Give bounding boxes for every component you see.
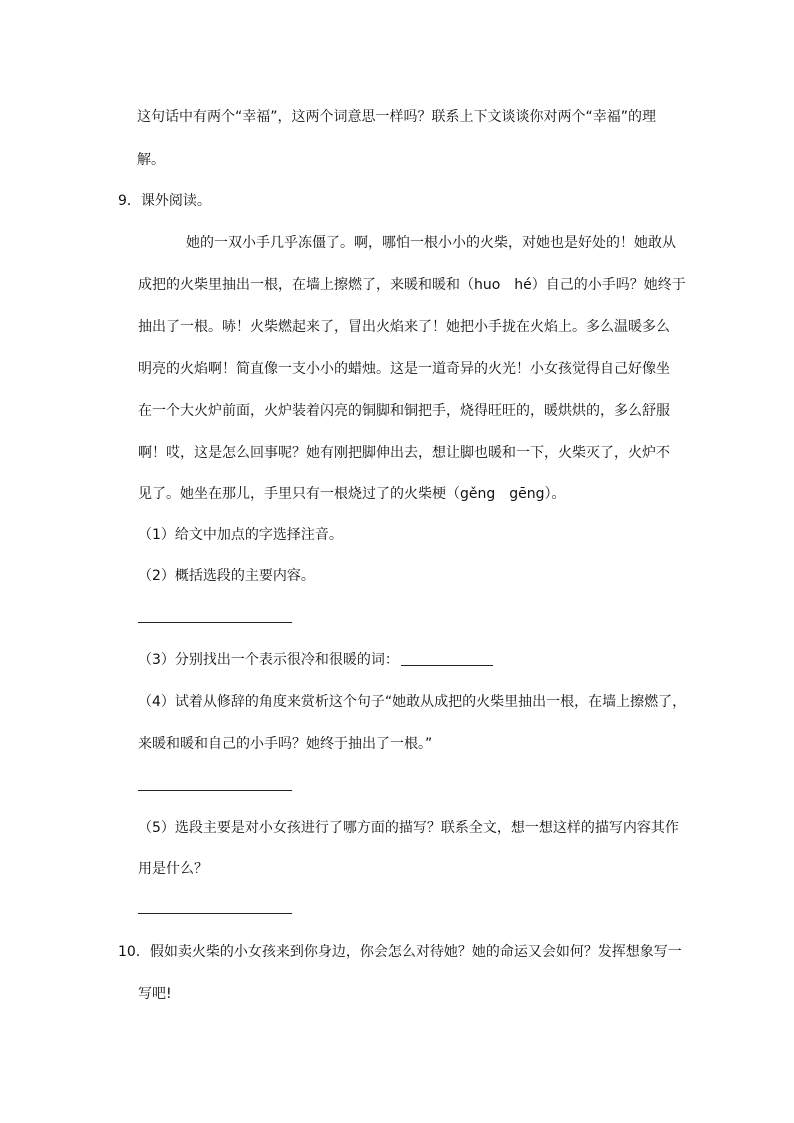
passage-line-7: 见了。她坐在那儿，手里只有一根烧过了的火柴梗（gěng gēng）。: [138, 486, 566, 502]
passage-line-6: 啊！哎，这是怎么回事呢？她有刚把脚伸出去，想让脚也暖和一下，火柴灭了，火炉不: [138, 445, 670, 461]
sub-question-3: [138, 650, 493, 670]
passage-line-2: 成把的火柴里抽出一根，在墙上擦燃了，来暖和暖和（huo hé）自己的小手吗？她终于: [138, 277, 686, 293]
sub-question-5-line-2: 用是什么？: [138, 861, 208, 877]
passage-line-5: 在一个大火炉前面，火炉装着闪亮的铜脚和铜把手，烧得旺旺的，暖烘烘的，多么舒服: [138, 403, 670, 419]
answer-blank-5[interactable]: [138, 913, 292, 914]
sub-question-2: （2）概括选段的主要内容。: [138, 568, 315, 584]
passage-line-1: 她的一双小手几乎冻僵了。啊，哪怕一根小小的火柴，对她也是好处的！她敢从: [186, 235, 676, 251]
sub-question-1: （1）给文中加点的字选择注音。: [138, 527, 343, 543]
prev-question-line-1: 这句话中有两个“幸福”，这两个词意思一样吗？联系上下文谈谈你对两个“幸福”的理: [137, 109, 657, 125]
answer-blank-3[interactable]: [401, 651, 493, 666]
sub-question-5-line-1: （5）选段主要是对小女孩进行了哪方面的描写？联系全文，想一想这样的描写内容其作: [138, 820, 679, 836]
prev-question-line-2: 解。: [137, 152, 165, 168]
question-9-heading: 9．课外阅读。: [118, 193, 211, 209]
sub-question-3-text: （3）分别找出一个表示很冷和很暖的词：: [138, 652, 399, 668]
sub-question-4-line-2: 来暖和暖和自己的小手吗？她终于抽出了一根。”: [138, 736, 433, 752]
answer-blank-4[interactable]: [138, 790, 292, 791]
question-10-line-2: 写吧!: [138, 986, 172, 1002]
passage-line-3: 抽出了一根。哧！火柴燃起来了，冒出火焰来了！她把小手拢在火焰上。多么温暖多么: [138, 319, 670, 335]
passage-line-4: 明亮的火焰啊！简直像一支小小的蜡烛。这是一道奇异的火光！小女孩觉得自己好像坐: [138, 361, 670, 377]
question-10-line-1: 10．假如卖火柴的小女孩来到你身边，你会怎么对待她？她的命运又会如何？发挥想象写一: [118, 944, 682, 960]
answer-blank-2[interactable]: [138, 622, 292, 623]
sub-question-4-line-1: （4）试着从修辞的角度来赏析这个句子“她敢从成把的火柴里抽出一根，在墙上擦燃了，: [138, 694, 687, 710]
